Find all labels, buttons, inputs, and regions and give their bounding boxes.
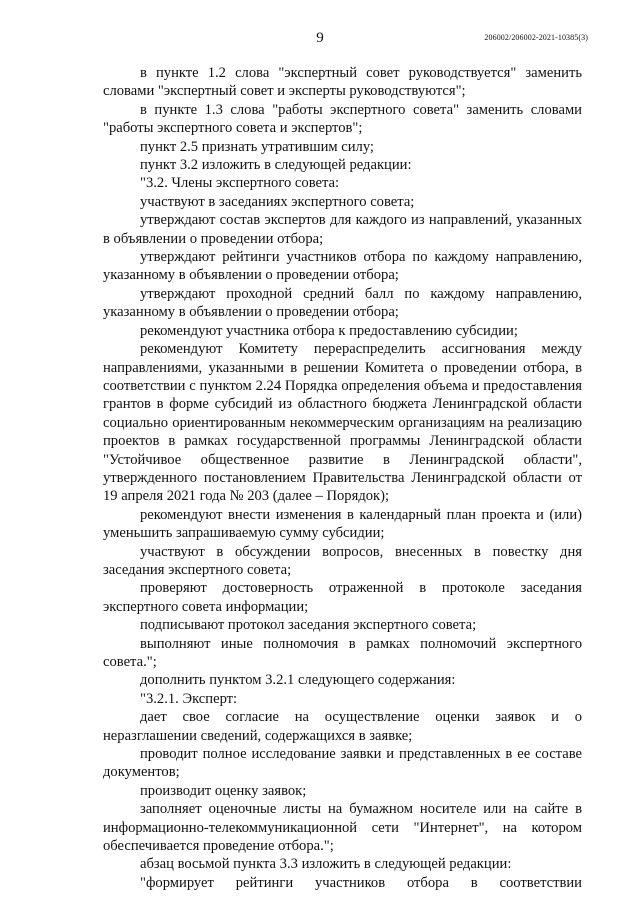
paragraph: утверждают состав экспертов для каждого из направлений, указанных в объявлении о проведении отбора; bbox=[103, 212, 582, 247]
paragraph: абзац восьмой пункта 3.3 изложить в следующей редакции: bbox=[140, 856, 512, 873]
paragraph: "3.2.1. Эксперт: bbox=[140, 690, 238, 707]
paragraph: проводит полное исследование заявки и представленных в ее составе документов; bbox=[103, 746, 582, 781]
paragraph: в пункте 1.2 слова "экспертный совет руководствуется" заменить словами "экспертный совет и эксперты руководствуются"; bbox=[103, 65, 582, 100]
paragraph: в пункте 1.3 слова "работы экспертного совета" заменить словами "работы экспертного совета и экспертов"; bbox=[103, 101, 582, 137]
paragraph: рекомендуют Комитету перераспределить ассигнования между направлениями, указанными в решении Комитета о проведении отбора, в соответствии с пунктом 2.24 Порядка определения объема и предоставления грантов в форме субсидий из областного бюджета Ленинградской области социально ориентированным некоммерческим организациям на реализацию проектов в рамках государственной программы Ленинградской области "Устойчивое общественное развитие в Ленинградской области", утвержденного постановлением Правительства Ленинградской области от 19 апреля 2021 года № 203 (далее – Порядок); bbox=[103, 341, 582, 505]
paragraph: пункт 2.5 признать утратившим силу; bbox=[140, 138, 374, 155]
paragraph: утверждают рейтинги участников отбора по каждому направлению, указанному в объявлении о проведении отбора; bbox=[103, 249, 582, 284]
document-id: 206002/206002-2021-10385(3) bbox=[484, 33, 588, 42]
paragraph: участвуют в заседаниях экспертного совета; bbox=[140, 193, 415, 210]
document-body bbox=[103, 64, 582, 892]
paragraph: пункт 3.2 изложить в следующей редакции: bbox=[140, 157, 412, 174]
paragraph: дает свое согласие на осуществление оценки заявок и о неразглашении сведений, содержащихся в заявке; bbox=[103, 709, 582, 744]
paragraph: рекомендуют участника отбора к предоставлению субсидии; bbox=[140, 322, 518, 339]
paragraph: заполняет оценочные листы на бумажном носителе или на сайте в информационно-телекоммуникационной сети "Интернет", на котором обеспечивается проведение отбора."; bbox=[103, 801, 582, 855]
paragraph: дополнить пунктом 3.2.1 следующего содержания: bbox=[140, 672, 456, 689]
page-number: 9 bbox=[316, 30, 324, 46]
paragraph: проверяют достоверность отраженной в протоколе заседания экспертного совета информации; bbox=[103, 580, 582, 615]
paragraph: производит оценку заявок; bbox=[140, 782, 307, 799]
paragraph: участвуют в обсуждении вопросов, внесенных в повестку дня заседания экспертного совета; bbox=[103, 543, 582, 578]
paragraph: выполняют иные полномочия в рамках полномочий экспертного совета."; bbox=[103, 635, 582, 670]
paragraph: подписывают протокол заседания экспертного совета; bbox=[140, 617, 477, 634]
paragraph: "3.2. Члены экспертного совета: bbox=[140, 175, 340, 192]
paragraph: рекомендуют внести изменения в календарный план проекта и (или) уменьшить запрашиваемую сумму субсидии; bbox=[103, 506, 582, 542]
paragraph: "формирует рейтинги участников отбора в соответствии bbox=[140, 874, 582, 891]
paragraph: утверждают проходной средний балл по каждому направлению, указанному в объявлении о проведении отбора; bbox=[103, 285, 582, 321]
